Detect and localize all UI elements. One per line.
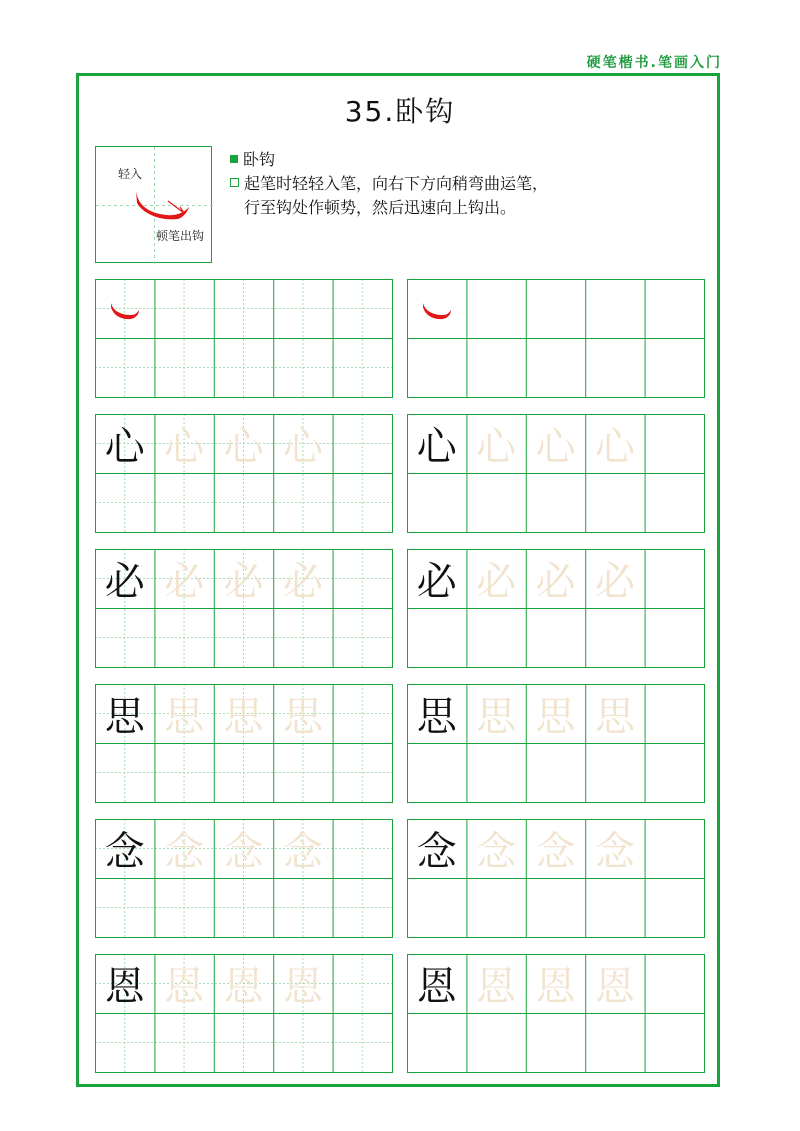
model-character: 心 — [104, 424, 145, 470]
practice-block-right — [407, 549, 704, 667]
trace-character: 思 — [535, 694, 576, 740]
trace-character: 恩 — [594, 964, 635, 1010]
practice-block-left — [95, 279, 392, 397]
description-line-1-text: 起笔时轻轻入笔，向右下方向稍弯曲运笔， — [244, 174, 549, 193]
practice-grid-lines — [95, 279, 393, 398]
description — [230, 148, 690, 220]
trace-character: 心 — [223, 424, 264, 470]
trace-character: 思 — [282, 694, 323, 740]
trace-character: 念 — [594, 829, 635, 875]
trace-character: 念 — [476, 829, 517, 875]
practice-block-right — [407, 684, 704, 802]
trace-character: 念 — [535, 829, 576, 875]
trace-character: 念 — [282, 829, 323, 875]
description-heading — [230, 148, 690, 172]
label-light-entry: 轻入 — [118, 167, 143, 181]
stroke-demo-box — [95, 146, 212, 263]
series-header: 硬笔楷书.笔画入门 — [586, 55, 722, 71]
model-character: 思 — [416, 694, 457, 740]
trace-character: 恩 — [223, 964, 264, 1010]
trace-character: 念 — [223, 829, 264, 875]
trace-character: 心 — [164, 424, 205, 470]
model-character: 恩 — [416, 964, 457, 1010]
practice-block-right — [407, 414, 704, 532]
model-character: 思 — [104, 694, 145, 740]
label-pause-hook: 顿笔出钩 — [156, 229, 205, 243]
stroke-demo-grid — [96, 147, 213, 264]
trace-character: 恩 — [476, 964, 517, 1010]
practice-block-left — [95, 549, 392, 667]
description-line-2: 行至钩处作顿势，然后迅速向上钩出。 — [244, 198, 517, 217]
practice-block-left — [95, 414, 392, 532]
trace-character: 必 — [282, 559, 323, 605]
practice-block-right — [407, 279, 704, 397]
model-character: 恩 — [104, 964, 145, 1010]
practice-block-left — [95, 684, 392, 802]
trace-character: 恩 — [535, 964, 576, 1010]
trace-character: 恩 — [164, 964, 205, 1010]
page-title: 35.卧钩 — [344, 95, 456, 128]
wogou-stroke-sample — [423, 303, 451, 319]
trace-character: 必 — [223, 559, 264, 605]
model-character: 必 — [104, 559, 145, 605]
description-heading-text: 卧钩 — [243, 150, 276, 169]
model-character: 心 — [416, 424, 457, 470]
trace-character: 思 — [164, 694, 205, 740]
model-character: 念 — [416, 829, 457, 875]
practice-block-right — [407, 819, 704, 937]
trace-character: 必 — [594, 559, 635, 605]
trace-character: 恩 — [282, 964, 323, 1010]
trace-character: 思 — [223, 694, 264, 740]
trace-character: 思 — [594, 694, 635, 740]
trace-character: 心 — [476, 424, 517, 470]
trace-character: 心 — [535, 424, 576, 470]
practice-block-left — [95, 954, 392, 1072]
trace-character: 必 — [164, 559, 205, 605]
trace-character: 思 — [476, 694, 517, 740]
model-character: 必 — [416, 559, 457, 605]
bullet-open-icon — [230, 178, 239, 187]
model-character: 念 — [104, 829, 145, 875]
practice-block-right — [407, 954, 704, 1072]
trace-character: 心 — [282, 424, 323, 470]
description-line-1 — [230, 172, 690, 196]
trace-character: 必 — [476, 559, 517, 605]
practice-grid-lines — [407, 279, 705, 398]
practice-block-left — [95, 819, 392, 937]
trace-character: 念 — [164, 829, 205, 875]
trace-character: 必 — [535, 559, 576, 605]
bullet-filled-icon — [230, 155, 238, 163]
trace-character: 心 — [594, 424, 635, 470]
